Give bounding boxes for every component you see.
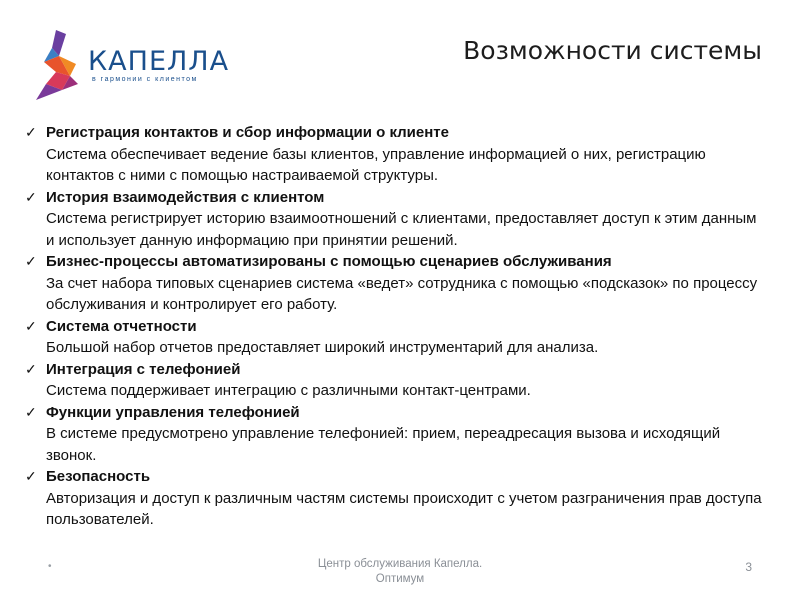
feature-description: В системе предусмотрено управление телефонией: прием, переадресация вызова и исходящий звонок. bbox=[46, 425, 721, 464]
feature-item bbox=[22, 187, 767, 252]
checkmark-icon: ✓ bbox=[25, 468, 37, 484]
feature-description: Система поддерживает интеграцию с различными контакт-центрами. bbox=[46, 382, 531, 399]
feature-description: Большой набор отчетов предоставляет широкий инструментарий для анализа. bbox=[46, 339, 599, 356]
feature-description: Система обеспечивает ведение базы клиентов, управление информацией о них, регистрацию контактов с ними с помощью настраиваемой структуры. bbox=[46, 145, 706, 184]
logo-tagline: в гармонии с клиентом bbox=[92, 76, 198, 83]
page-title: Возможности системы bbox=[463, 36, 762, 65]
checkmark-icon: ✓ bbox=[25, 360, 37, 377]
feature-heading: История взаимодействия с клиентом bbox=[46, 188, 325, 206]
checkmark-icon: ✓ bbox=[25, 253, 37, 269]
feature-item bbox=[22, 466, 767, 531]
kapella-logo-icon bbox=[26, 24, 86, 104]
feature-description: За счет набора типовых сценариев система «ведет» сотрудника с помощью «подсказок» по процессу обслуживания и контролирует его работу. bbox=[46, 274, 758, 313]
feature-heading: Функции управления телефонией bbox=[46, 403, 300, 421]
feature-item bbox=[22, 251, 767, 316]
checkmark-icon: ✓ bbox=[25, 188, 37, 205]
feature-item bbox=[22, 122, 767, 187]
footer-line-2: Оптимум bbox=[375, 573, 425, 585]
footer-caption bbox=[300, 557, 500, 587]
feature-heading: Регистрация контактов и сбор информации о клиенте bbox=[46, 124, 449, 141]
checkmark-icon: ✓ bbox=[25, 403, 37, 420]
feature-item bbox=[22, 359, 767, 402]
feature-description: Авторизация и доступ к различным частям системы происходит с учетом разграничения прав доступа пользователей. bbox=[46, 489, 762, 528]
footer-bullet: • bbox=[48, 561, 52, 572]
feature-item bbox=[22, 316, 767, 359]
logo-name: КАПЕЛЛА bbox=[88, 46, 230, 77]
checkmark-icon: ✓ bbox=[25, 124, 37, 140]
feature-heading: Безопасность bbox=[46, 468, 151, 485]
feature-heading: Бизнес-процессы автоматизированы с помощью сценариев обслуживания bbox=[46, 253, 612, 270]
feature-heading: Интеграция с телефонией bbox=[46, 360, 241, 378]
feature-description: Система регистрирует историю взаимоотношений с клиентами, предоставляет доступ к этим данным и использует данную информацию при принятии решений. bbox=[46, 210, 757, 249]
feature-list bbox=[22, 122, 767, 531]
page-number: 3 bbox=[745, 560, 752, 574]
checkmark-icon: ✓ bbox=[25, 317, 37, 334]
feature-item bbox=[22, 402, 767, 467]
feature-heading: Система отчетности bbox=[46, 317, 197, 335]
logo bbox=[26, 24, 230, 104]
footer-line-1: Центр обслуживания Капелла. bbox=[317, 558, 483, 570]
